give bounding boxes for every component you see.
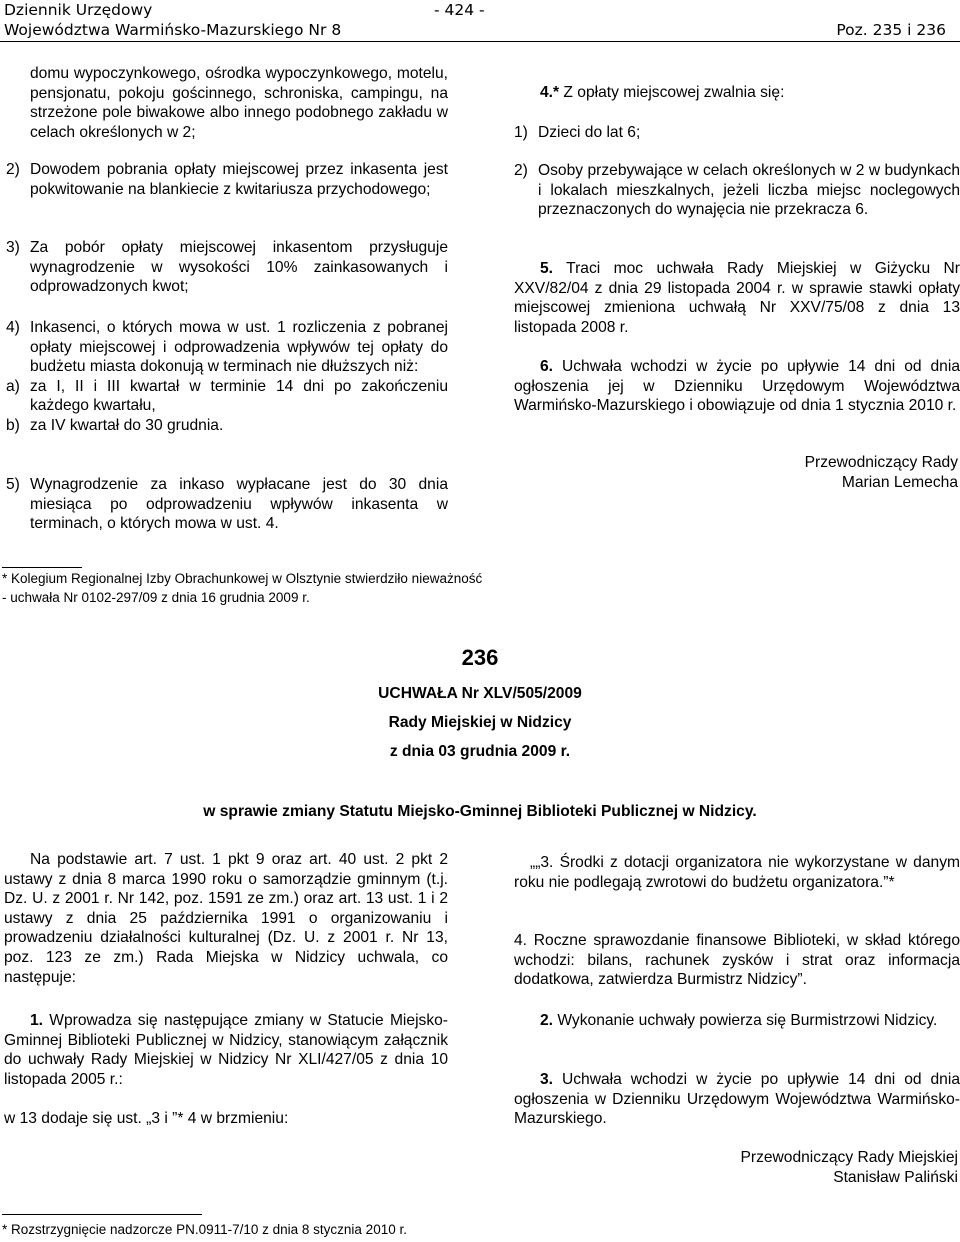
paragraph-text: Wykonanie uchwały powierza się Burmistrzowi Nidzicy. — [553, 1012, 938, 1029]
list-item-5 — [6, 475, 448, 534]
paragraph-number: 2. — [540, 1012, 554, 1029]
signature-title: Przewodniczący Rady — [804, 454, 958, 471]
subitem-label: a) — [6, 377, 20, 395]
item-number: 4) — [6, 319, 20, 336]
paragraph-number: 3. — [540, 1071, 554, 1088]
continuation-paragraph: domu wypoczynkowego, ośrodka wypoczynkowego, motelu, pensjonatu, pokoju gościnnego, schroniska, campingu, na strzeżone pole biwakowe albo innego podobnego zakładu w celach określonych w 2; — [30, 65, 448, 141]
paragraph-text: Wprowadza się następujące zmiany w Statucie Miejsko-Gminnej Biblioteki Publicznej w Nidzicy, stanowiącym załącznik do uchwały Rady Miejskiej w Nidzicy Nr XLI/427/05 z dnia 10 listopada 2005 r.: — [4, 1012, 448, 1088]
item-number: 5) — [6, 476, 20, 493]
journal-title-line2: Województwa Warmińsko-Mazurskiego Nr 8 — [4, 21, 342, 39]
signature-name: Marian Lemecha — [841, 474, 958, 491]
paragraph-text: Uchwała wchodzi w życie po upływie 14 dni od dnia ogłoszenia jej w Dzienniku Urzędowym Województwa Warmińsko-Mazurskiego i obowiązuje od dnia 1 stycznia 2010 r. — [514, 358, 960, 415]
footnote-line-1: * Kolegium Regionalnej Izby Obrachunkowej w Olsztynie stwierdziło nieważność — [2, 571, 483, 586]
page-number: - 424 - — [434, 1, 485, 19]
position-reference: Poz. 235 i 236 — [836, 21, 946, 39]
act-paragraph-2 — [514, 1011, 960, 1031]
paragraph-4 — [540, 83, 956, 103]
paragraph-number: 1. — [30, 1012, 44, 1029]
paragraph-6 — [514, 357, 960, 416]
signature-name-236: Stanisław Paliński — [833, 1169, 958, 1186]
subitem-a — [6, 377, 448, 416]
paragraph-text: Z opłaty miejscowej zwalnia się: — [559, 84, 785, 101]
item-text: Inkasenci, o których mowa w ust. 1 rozliczenia z pobranej opłaty miejscowej i odprowadzenia wpływów tej opłaty do budżetu miasta dokonują w terminach nie dłuższych niż: — [30, 319, 448, 376]
item-number: 2) — [6, 161, 20, 178]
act-title: UCHWAŁA Nr XLV/505/2009 — [378, 685, 582, 702]
list-item-2 — [6, 160, 448, 199]
list-item-4 — [6, 318, 448, 436]
act-paragraph-3 — [514, 1070, 960, 1129]
paragraph-number: 4.* — [540, 84, 560, 101]
item-number: 3) — [6, 239, 20, 256]
paragraph-text: Traci moc uchwała Rady Miejskiej w Giżycku Nr XXV/82/04 z dnia 29 listopada 2004 r. w sprawie stawki opłaty miejscowej zmieniona uchwałą Nr XXV/75/08 z dnia 13 listopada 2008 r. — [514, 260, 960, 336]
act-number: 236 — [461, 645, 499, 670]
subitem-b — [6, 416, 448, 436]
item-text: Dzieci do lat 6; — [538, 124, 641, 141]
act-paragraph-1 — [4, 1011, 448, 1089]
act-date: z dnia 03 grudnia 2009 r. — [389, 743, 571, 760]
subitem-label: b) — [6, 416, 20, 434]
subitem-text: za I, II i III kwartał w terminie 14 dni po zakończeniu każdego kwartału, — [30, 377, 448, 415]
footnote-rule — [2, 567, 82, 568]
paragraph-number: 5. — [540, 260, 554, 277]
header-rule — [0, 41, 960, 42]
item-text: Osoby przebywające w celach określonych w 2 w budynkach i lokalach mieszkalnych, jeżeli liczba miejsc noclegowych przeznaczonych do wynajęcia nie przekracza 6. — [538, 162, 960, 219]
preamble: Na podstawie art. 7 ust. 1 pkt 9 oraz art. 40 ust. 2 pkt 2 ustawy z dnia 8 marca 1990 roku o samorządzie gminnym (t.j. Dz. U. z 2001 r. Nr 142, poz. 1591 ze zm.) oraz art. 13 ust. 1 i 2 ustawy z dnia 25 października 1991 o organizowaniu i prowadzeniu działalności kulturalnej (Dz. U. z 2001 r. Nr 13, poz. 123 ze zm.) Rada Miejska w Nidzicy uchwala, co następuje: — [4, 851, 448, 986]
signature-title-236: Przewodniczący Rady Miejskiej — [740, 1149, 958, 1166]
amendment-intro: w 13 dodaje się ust. „3 i ”* 4 w brzmieniu: — [4, 1110, 289, 1127]
amendment-point-4: 4. Roczne sprawozdanie finansowe Biblioteki, w skład którego wchodzi: bilans, rachunek zysków i strat oraz informacja dodatkowa, zatwierdza Burmistrz Nidzicy”. — [514, 932, 960, 989]
item-text: Dowodem pobrania opłaty miejscowej przez inkasenta jest pokwitowanie na blankiecie z kwitariusza przychodowego; — [30, 161, 448, 198]
journal-title-line1: Dziennik Urzędowy — [4, 1, 153, 19]
paragraph-text: Uchwała wchodzi w życie po upływie 14 dni od dnia ogłoszenia w Dzienniku Urzędowym Województwa Warmińsko-Mazurskiego. — [514, 1071, 960, 1128]
exemption-item-2 — [514, 161, 960, 220]
list-item-3 — [6, 238, 448, 297]
item-text: Wynagrodzenie za inkaso wypłacane jest do 30 dnia miesiąca po odprowadzeniu wpływów inkasenta w terminach, o których mowa w ust. 4. — [30, 476, 448, 533]
act-issuer: Rady Miejskiej w Nidzicy — [388, 714, 572, 731]
footnote-rule-236 — [2, 1214, 202, 1215]
amendment-point-3: „„3. Środki z dotacji organizatora nie wykorzystane w danym roku nie podlegają zwrotowi do budżetu organizatora.”* — [514, 854, 960, 891]
item-number: 2) — [514, 162, 528, 179]
exemption-item-1 — [514, 123, 956, 143]
act-subject: w sprawie zmiany Statutu Miejsko-Gminnej Biblioteki Publicznej w Nidzicy. — [203, 803, 757, 820]
item-number: 1) — [514, 124, 528, 141]
subitem-text: za IV kwartał do 30 grudnia. — [30, 416, 224, 434]
footnote-236: * Rozstrzygnięcie nadzorcze PN.0911-7/10 z dnia 8 stycznia 2010 r. — [2, 1222, 407, 1237]
item-text: Za pobór opłaty miejscowej inkasentom przysługuje wynagrodzenie w wysokości 10% zainkasowanych i odprowadzonych kwot; — [30, 239, 448, 296]
paragraph-number: 6. — [540, 358, 554, 375]
paragraph-5 — [514, 259, 960, 337]
footnote-line-2: - uchwała Nr 0102-297/09 z dnia 16 grudnia 2009 r. — [2, 590, 310, 605]
